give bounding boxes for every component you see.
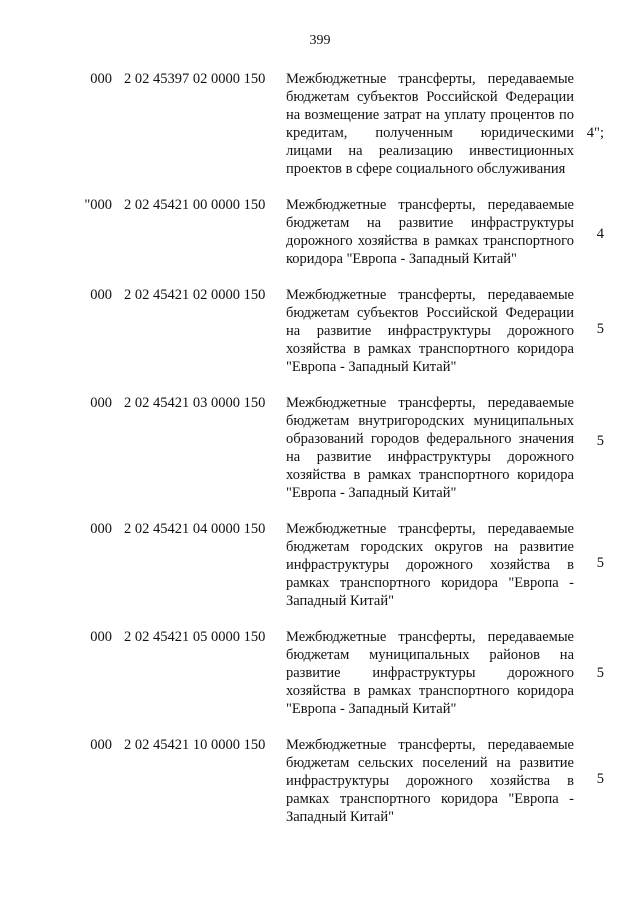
row-value: 4"; <box>586 125 604 141</box>
classification-code: 2 02 45421 04 0000 150 <box>124 521 266 537</box>
table-row <box>0 70 640 178</box>
table-row <box>0 286 640 376</box>
table-row <box>0 736 640 826</box>
row-value: 5 <box>596 433 604 449</box>
row-description: Межбюджетные трансферты, передаваемые бюджетам субъектов Российской Федерации на развитие инфраструктуры дорожного хозяйства в рамках транспортного коридора "Европа - Западный Китай" <box>286 287 574 375</box>
table-row <box>0 196 640 268</box>
classification-code: 2 02 45421 03 0000 150 <box>124 395 266 411</box>
row-value: 5 <box>596 665 604 681</box>
prefix-code: 000 <box>90 287 112 303</box>
row-description: Межбюджетные трансферты, передаваемые бюджетам внутригородских муниципальных образований городов федерального значения на развитие инфраструктуры дорожного хозяйства в рамках транспортного коридора "Европа - Западный Китай" <box>286 395 574 501</box>
table-row <box>0 394 640 502</box>
table-row <box>0 628 640 718</box>
classification-code: 2 02 45421 02 0000 150 <box>124 287 266 303</box>
prefix-code: 000 <box>90 737 112 753</box>
row-value: 4 <box>596 226 604 242</box>
classification-code: 2 02 45397 02 0000 150 <box>124 71 266 87</box>
classification-code: 2 02 45421 00 0000 150 <box>124 197 266 213</box>
table-row <box>0 520 640 610</box>
prefix-code: "000 <box>84 197 112 213</box>
classification-code: 2 02 45421 10 0000 150 <box>124 737 266 753</box>
prefix-code: 000 <box>90 521 112 537</box>
classification-code: 2 02 45421 05 0000 150 <box>124 629 266 645</box>
prefix-code: 000 <box>90 71 112 87</box>
row-description: Межбюджетные трансферты, передаваемые бюджетам муниципальных районов на развитие инфраструктуры дорожного хозяйства в рамках транспортного коридора "Европа - Западный Китай" <box>286 629 574 717</box>
prefix-code: 000 <box>90 629 112 645</box>
row-description: Межбюджетные трансферты, передаваемые бюджетам субъектов Российской Федерации на возмещение затрат на уплату процентов по кредитам, полученным юридическими лицами на реализацию инвестиционных проектов в сфере социального обслуживания <box>286 71 574 177</box>
budget-code-table <box>0 70 640 844</box>
row-value: 5 <box>596 771 604 787</box>
row-value: 5 <box>596 321 604 337</box>
page-number: 399 <box>309 33 331 48</box>
row-description: Межбюджетные трансферты, передаваемые бюджетам сельских поселений на развитие инфраструктуры дорожного хозяйства в рамках транспортного коридора "Европа - Западный Китай" <box>286 737 574 825</box>
row-value: 5 <box>596 555 604 571</box>
prefix-code: 000 <box>90 395 112 411</box>
row-description: Межбюджетные трансферты, передаваемые бюджетам на развитие инфраструктуры дорожного хозяйства в рамках транспортного коридора "Европа - Западный Китай" <box>286 197 574 267</box>
row-description: Межбюджетные трансферты, передаваемые бюджетам городских округов на развитие инфраструктуры дорожного хозяйства в рамках транспортного коридора "Европа - Западный Китай" <box>286 521 574 609</box>
